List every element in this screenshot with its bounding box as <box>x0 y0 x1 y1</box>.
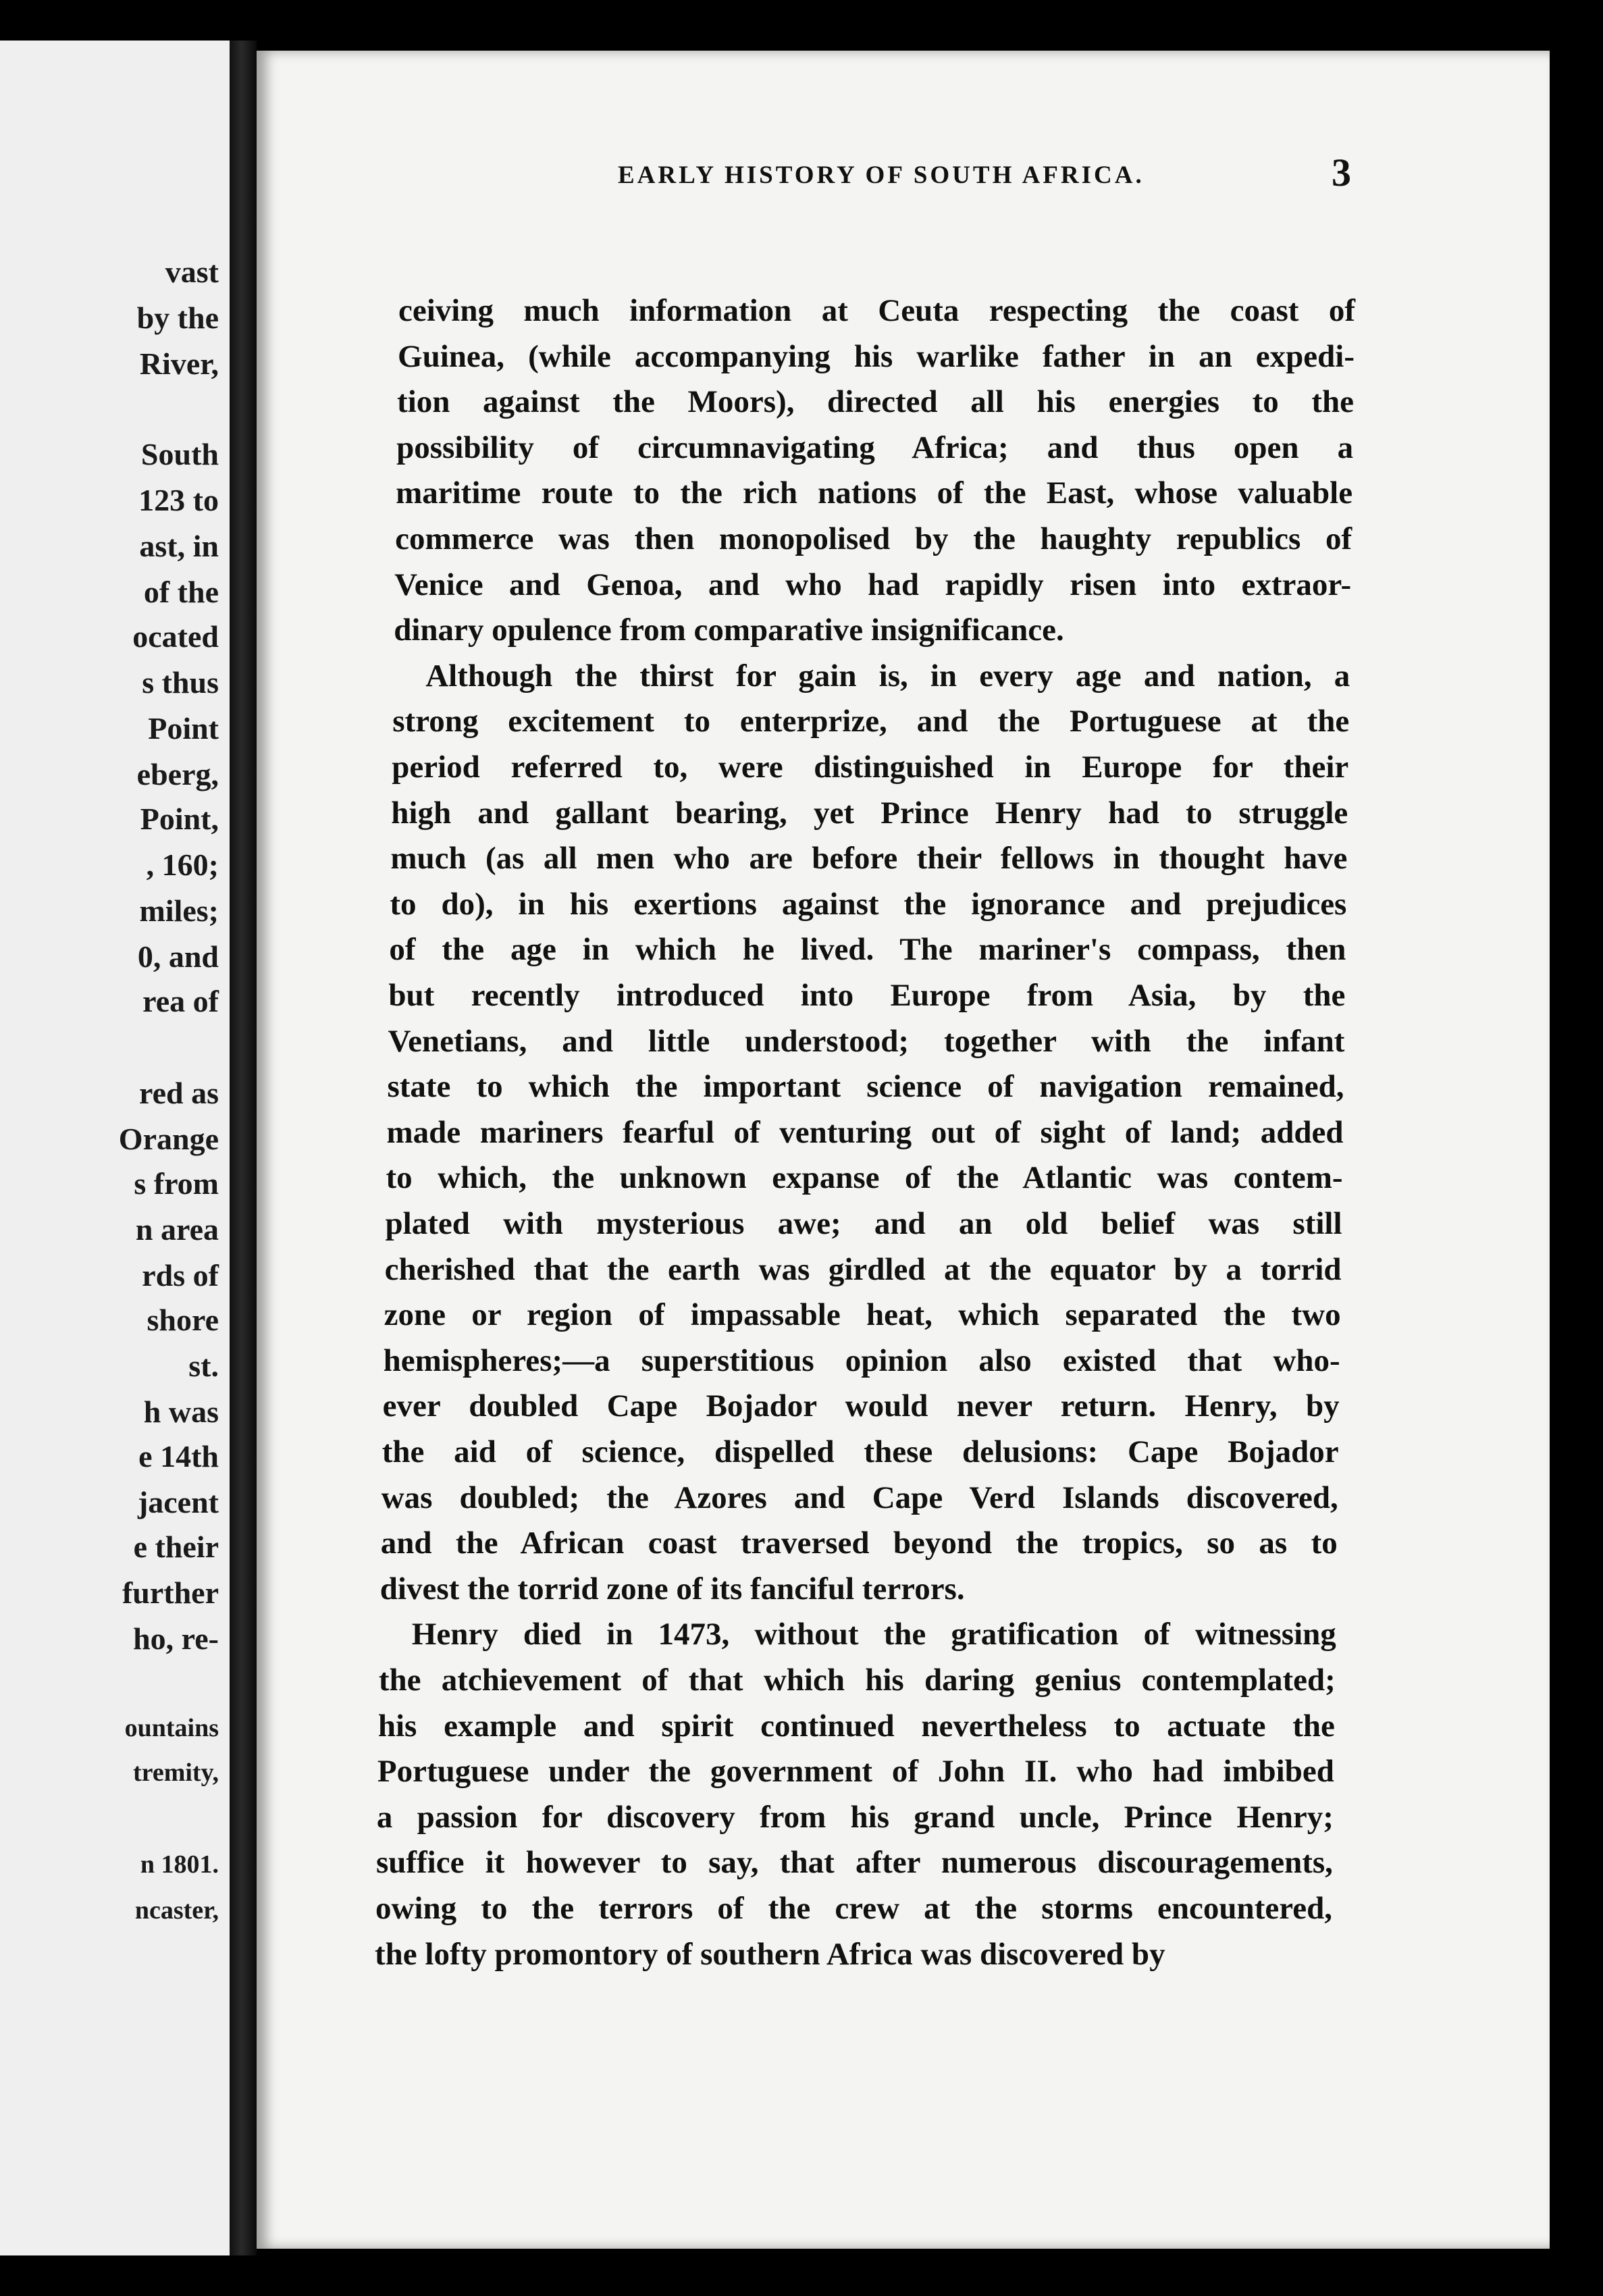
left-page-line: Orange <box>118 1122 219 1156</box>
text-line: Venetians, and little understood; together with the infant <box>388 1023 1345 1059</box>
text-line: owing to the terrors of the crew at the storms encountered, <box>375 1891 1332 1926</box>
left-page-line: miles; <box>139 893 219 928</box>
left-page-fragment <box>0 41 230 2255</box>
left-page-line: n area <box>135 1212 219 1247</box>
text-line: tion against the Moors), directed all his energies to the <box>397 384 1355 420</box>
left-page-line: shore <box>147 1303 219 1337</box>
left-page-line: red as <box>139 1076 219 1110</box>
text-line: Venice and Genoa, and who had rapidly risen into extraor- <box>394 567 1352 602</box>
text-line: plated with mysterious awe; and an old belief was still <box>385 1206 1342 1241</box>
text-line: maritime route to the rich nations of the East, whose valuable <box>396 475 1353 511</box>
left-page-line: 0, and <box>137 939 219 974</box>
left-page-line: , 160; <box>146 847 219 882</box>
text-line: but recently introduced into Europe from Asia, by the <box>388 978 1346 1013</box>
text-line: and the African coast traversed beyond the tropics, so as to <box>380 1525 1338 1561</box>
left-page-line: tremity, <box>133 1758 219 1787</box>
left-page-line: River, <box>139 346 219 381</box>
left-page-line: South <box>140 437 219 471</box>
text-line: of the age in which he lived. The mariner's compass, then <box>389 932 1346 968</box>
left-page-line: Point <box>148 711 219 746</box>
left-page-line: rea of <box>142 984 219 1018</box>
text-line: high and gallant bearing, yet Prince Henry had to struggle <box>391 795 1348 831</box>
text-line: period referred to, were distinguished in Europe for their <box>392 750 1349 785</box>
text-line: the lofty promontory of southern Africa was discovered by <box>375 1936 1165 1972</box>
text-line: Guinea, (while accompanying his warlike father in an expedi- <box>398 338 1355 374</box>
running-head: EARLY HISTORY OF SOUTH AFRICA. <box>618 161 1145 189</box>
left-page-line: Point, <box>140 802 219 836</box>
text-line: cherished that the earth was girdled at the equator by a torrid <box>384 1251 1342 1287</box>
text-line: ceiving much information at Ceuta respecting the coast of <box>398 293 1355 328</box>
text-line: to which, the unknown expanse of the Atlantic was contem- <box>386 1160 1343 1196</box>
left-page-line: s thus <box>142 665 219 700</box>
text-line: made mariners fearful of venturing out of sight of land; added <box>386 1114 1344 1150</box>
left-page-line: 123 to <box>138 483 219 517</box>
left-page-line: s from <box>134 1166 219 1201</box>
left-page-line: h was <box>143 1394 219 1429</box>
text-line: was doubled; the Azores and Cape Verd Islands discovered, <box>381 1480 1338 1515</box>
text-line: Portuguese under the government of John II. who had imbibed <box>377 1754 1334 1790</box>
text-line: commerce was then monopolised by the haughty republics of <box>395 521 1352 556</box>
page-number: 3 <box>1332 151 1351 194</box>
left-page-line: st. <box>188 1349 219 1383</box>
left-page-line: vast <box>165 255 219 289</box>
text-line: to do), in his exertions against the ignorance and prejudices <box>390 886 1347 922</box>
left-page-line: ountains <box>124 1714 219 1742</box>
text-line: ever doubled Cape Bojador would never return. Henry, by <box>382 1388 1340 1424</box>
text-line: divest the torrid zone of its fanciful terrors. <box>379 1571 965 1607</box>
left-page-line: jacent <box>137 1485 219 1519</box>
left-page-line: of the <box>143 575 219 609</box>
text-line: strong excitement to enterprize, and the Portuguese at the <box>392 704 1350 739</box>
text-line: zone or region of impassable heat, which separated the two <box>384 1297 1341 1333</box>
text-line: Henry died in 1473, without the gratification of witnessing <box>411 1617 1336 1652</box>
text-line: suffice it however to say, that after numerous discouragements, <box>375 1845 1333 1881</box>
text-line: hemispheres;—a superstitious opinion also existed that who- <box>383 1342 1340 1378</box>
text-line: much (as all men who are before their fellows in thought have <box>390 841 1348 877</box>
left-page-line: eberg, <box>136 757 219 791</box>
left-page-line: ho, re- <box>133 1621 219 1656</box>
text-line: possibility of circumnavigating Africa; and thus open a <box>396 429 1354 465</box>
text-line: dinary opulence from comparative insignificance. <box>394 612 1064 648</box>
text-line: his example and spirit continued nevertheless to actuate the <box>377 1708 1335 1744</box>
text-line: the atchievement of that which his daring genius contemplated; <box>378 1663 1336 1698</box>
text-line: the aid of science, dispelled these delusions: Cape Bojador <box>382 1434 1339 1469</box>
text-line: a passion for discovery from his grand uncle, Prince Henry; <box>376 1799 1334 1835</box>
text-line: Although the thirst for gain is, in every age and nation, a <box>425 658 1350 694</box>
left-page-line: further <box>122 1575 219 1610</box>
left-page-line: e their <box>133 1530 219 1564</box>
left-page-line: n 1801. <box>140 1850 219 1879</box>
text-line: state to which the important science of navigation remained, <box>387 1069 1344 1105</box>
left-page-line: rds of <box>142 1258 219 1293</box>
left-page-line: ast, in <box>139 529 219 563</box>
left-page-line: ocated <box>132 619 219 654</box>
left-page-line: by the <box>136 301 219 335</box>
book-gutter <box>230 41 257 2255</box>
left-page-line: e 14th <box>138 1439 219 1473</box>
left-page-line: ncaster, <box>134 1896 219 1925</box>
